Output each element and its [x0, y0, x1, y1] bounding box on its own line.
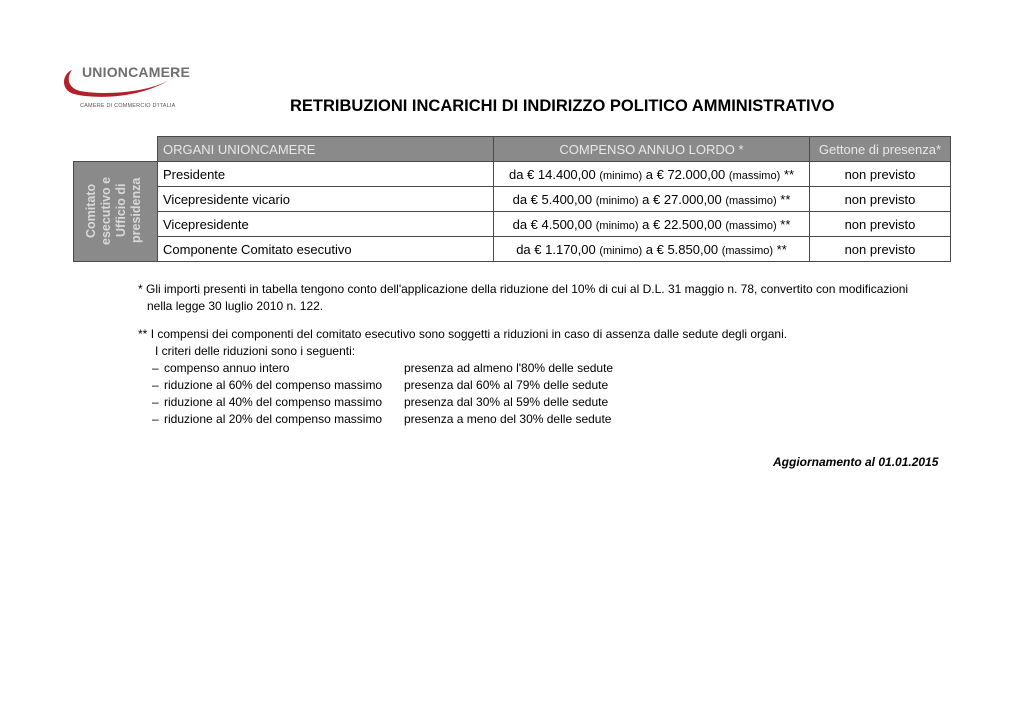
header-gettone: Gettone di presenza* — [810, 137, 951, 162]
compenso-max-value: a € 27.000,00 — [642, 191, 722, 207]
criteria-reduction: riduzione al 60% del compenso massimo — [164, 378, 383, 392]
compenso-min-value: da € 14.400,00 — [508, 166, 596, 182]
logo-name: UNIONCAMERE — [82, 64, 190, 80]
table-row — [74, 162, 951, 187]
note-ref: ** — [776, 241, 787, 257]
gettone-cell: non previsto — [810, 162, 951, 187]
compenso-min-value: da € 5.400,00 — [512, 191, 593, 207]
criteria-presence: presenza dal 60% al 79% delle sedute — [404, 378, 609, 392]
compenso-max-value: a € 5.850,00 — [645, 241, 719, 257]
footnote-1-line2: nella legge 30 luglio 2010 n. 122. — [147, 299, 324, 313]
criteria-row — [152, 394, 609, 411]
dash: – — [152, 412, 159, 426]
unioncamere-logo — [58, 60, 188, 115]
role-cell: Vicepresidente vicario — [158, 187, 494, 212]
table-row — [74, 212, 951, 237]
gettone-cell: non previsto — [810, 237, 951, 262]
compenso-cell — [494, 212, 810, 237]
massimo-label: (massimo) — [725, 219, 777, 232]
table-row — [74, 187, 951, 212]
header-compenso: COMPENSO ANNUO LORDO * — [494, 137, 810, 162]
logo-subtitle: CAMERE DI COMMERCIO D'ITALIA — [80, 103, 176, 109]
role-cell: Componente Comitato esecutivo — [158, 237, 494, 262]
compenso-cell — [494, 237, 810, 262]
note-ref: ** — [780, 216, 791, 232]
dash: – — [152, 378, 159, 392]
gettone-cell: non previsto — [810, 187, 951, 212]
minimo-label: (minimo) — [599, 244, 643, 257]
massimo-label: (massimo) — [728, 169, 781, 182]
table-row — [74, 237, 951, 262]
compenso-max-value: a € 22.500,00 — [642, 216, 722, 232]
criteria-presence: presenza dal 30% al 59% delle sedute — [404, 395, 609, 409]
footnote-2-marker: ** — [138, 327, 148, 341]
footnote-2 — [138, 326, 787, 360]
criteria-presence: presenza a meno del 30% delle sedute — [404, 412, 612, 426]
footnote-1 — [138, 281, 908, 315]
criteria-reduction: riduzione al 20% del compenso massimo — [164, 412, 383, 426]
minimo-label: (minimo) — [595, 219, 639, 232]
footnote-2-line1: I compensi dei componenti del comitato esecutivo sono soggetti a riduzioni in caso di assenza dalle sedute degli organi. — [150, 327, 788, 341]
note-ref: ** — [780, 191, 791, 207]
minimo-label: (minimo) — [599, 169, 643, 182]
compensation-table — [73, 136, 951, 262]
dash: – — [152, 395, 159, 409]
compenso-cell — [494, 187, 810, 212]
criteria-row — [152, 411, 612, 428]
massimo-label: (massimo) — [725, 194, 777, 207]
update-date: Aggiornamento al 01.01.2015 — [773, 455, 939, 469]
gettone-cell: non previsto — [810, 212, 951, 237]
footnote-2-line2: I criteri delle riduzioni sono i seguenti: — [155, 344, 356, 358]
role-cell: Vicepresidente — [158, 212, 494, 237]
footnote-1-line1: Gli importi presenti in tabella tengono conto dell'applicazione della riduzione del 10% di cui al D.L. 31 maggio n. 78, convertito con modificazioni — [146, 282, 909, 296]
compenso-cell — [494, 162, 810, 187]
note-ref: ** — [783, 166, 795, 182]
criteria-reduction: riduzione al 40% del compenso massimo — [164, 395, 383, 409]
footnote-1-marker: * — [138, 282, 143, 296]
header-spacer — [74, 137, 158, 162]
table-header-row — [74, 137, 951, 162]
compenso-min-value: da € 4.500,00 — [512, 216, 593, 232]
page-title: RETRIBUZIONI INCARICHI DI INDIRIZZO POLITICO AMMINISTRATIVO — [290, 97, 835, 115]
role-cell: Presidente — [158, 162, 494, 187]
compenso-min-value: da € 1.170,00 — [516, 241, 596, 257]
criteria-row — [152, 377, 609, 394]
criteria-presence: presenza ad almeno l'80% delle sedute — [404, 361, 614, 375]
header-organi: ORGANI UNIONCAMERE — [158, 137, 494, 162]
compenso-max-value: a € 72.000,00 — [645, 166, 726, 182]
minimo-label: (minimo) — [595, 194, 639, 207]
massimo-label: (massimo) — [721, 244, 774, 257]
side-label-cell — [74, 162, 158, 262]
side-label: Comitato esecutivo e Ufficio di presidenza — [83, 175, 143, 245]
criteria-reduction: compenso annuo intero — [164, 361, 290, 375]
dash: – — [152, 361, 159, 375]
criteria-row — [152, 360, 614, 377]
